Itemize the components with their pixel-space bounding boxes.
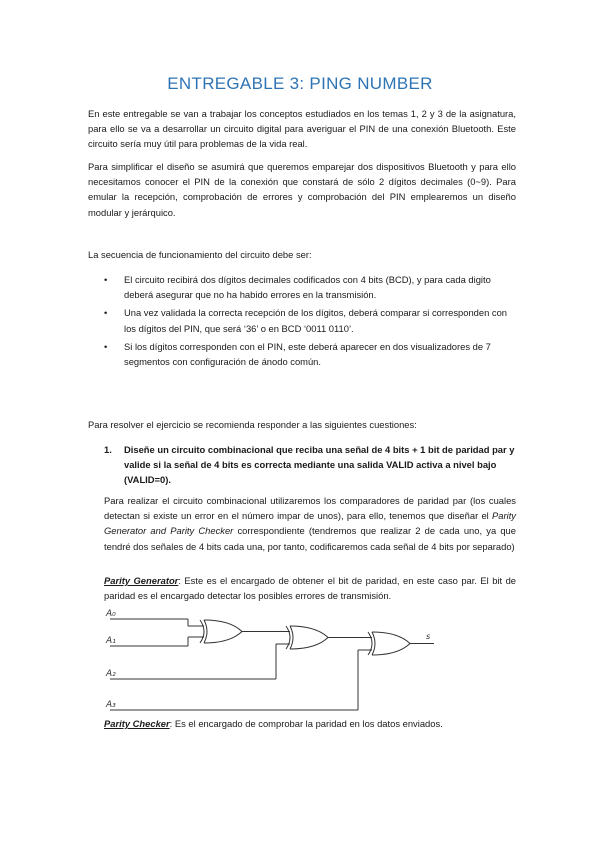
simplify-paragraph: Para simplificar el diseño se asumirá que queremos emparejar dos dispositivos Bluetooth y para ello necesitamos conocer el PIN de la conexión que constará de sólo 2 dígitos decimales (0~9). Para emular la recepción, comprobación de errores y comprobación del PIN emplearemos un diseño modular y jerárquico.: [88, 161, 516, 218]
question-text: Diseñe un circuito combinacional que reciba una señal de 4 bits + 1 bit de paridad par y valide si la señal de 4 bits es correcta mediante una salida VALID activa a nivel bajo (VALID=0).: [124, 444, 515, 486]
checker-label: Parity Checker: [104, 718, 170, 729]
input-a2-label: A₂: [106, 669, 116, 679]
sequence-list: [104, 272, 516, 372]
input-a1-label: A₁: [106, 636, 116, 646]
document-title: ENTREGABLE 3: PING NUMBER: [167, 74, 433, 93]
answer-italic-term: Parity Generator and Parity Checker: [104, 510, 516, 537]
intro-paragraph: En este entregable se van a trabajar los conceptos estudiados en los temas 1, 2 y 3 de la asignatura, para ello se va a desarrollar un circuito digital para averiguar el PIN de una conexión Bluetooth. Este circuito sería muy útil para problemas de la vida real.: [88, 108, 516, 150]
input-a3-label: A₃: [106, 700, 116, 710]
answer-text-2: correspondiente (tendremos que realizar 2 de cada uno, ya que tendré dos señales de 4 bits cada una, por tanto, codificaremos cada señal de 4 bits por separado): [104, 525, 516, 552]
list-item: • Una vez validada la correcta recepción de los dígitos, deberá comparar si corresponden con los dígitos del PIN, que será ‘36’ o en BCD ‘0011 0110’.: [104, 305, 516, 335]
sequence-intro: La secuencia de funcionamiento del circuito debe ser:: [88, 249, 312, 260]
generator-text: : Este es el encargado de obtener el bit de paridad, en este caso par. El bit de paridad es el encargado detectar los posibles errores de transmisión.: [104, 575, 516, 602]
question-1: [104, 442, 516, 488]
input-a0-label: A₀: [106, 609, 116, 619]
checker-text: : Es el encargado de comprobar la paridad en los datos enviados.: [169, 718, 443, 729]
question-number: 1.: [104, 444, 112, 455]
list-item: • Si los dígitos corresponden con el PIN, este deberá aparecer en dos visualizadores de 7 segmentos con configuración de ánodo común.: [104, 339, 516, 369]
questions-intro: Para resolver el ejercicio se recomienda responder a las siguientes cuestiones:: [88, 419, 417, 430]
output-s-label: s: [426, 632, 431, 641]
checker-paragraph: [104, 716, 516, 731]
generator-label: Parity Generator: [104, 575, 179, 586]
generator-paragraph: [104, 573, 516, 603]
list-item: • El circuito recibirá dos dígitos decimales codificados con 4 bits (BCD), y para cada digito deberá asegurar que no ha habido errores en la transmisión.: [104, 272, 516, 302]
parity-generator-circuit: [96, 604, 456, 720]
answer-paragraph: [104, 493, 516, 554]
answer-text-1: Para realizar el circuito combinacional utilizaremos los comparadores de paridad par (los cuales detectan si existe un error en el número impar de unos), para ello, tenemos que diseñar el: [104, 495, 516, 522]
